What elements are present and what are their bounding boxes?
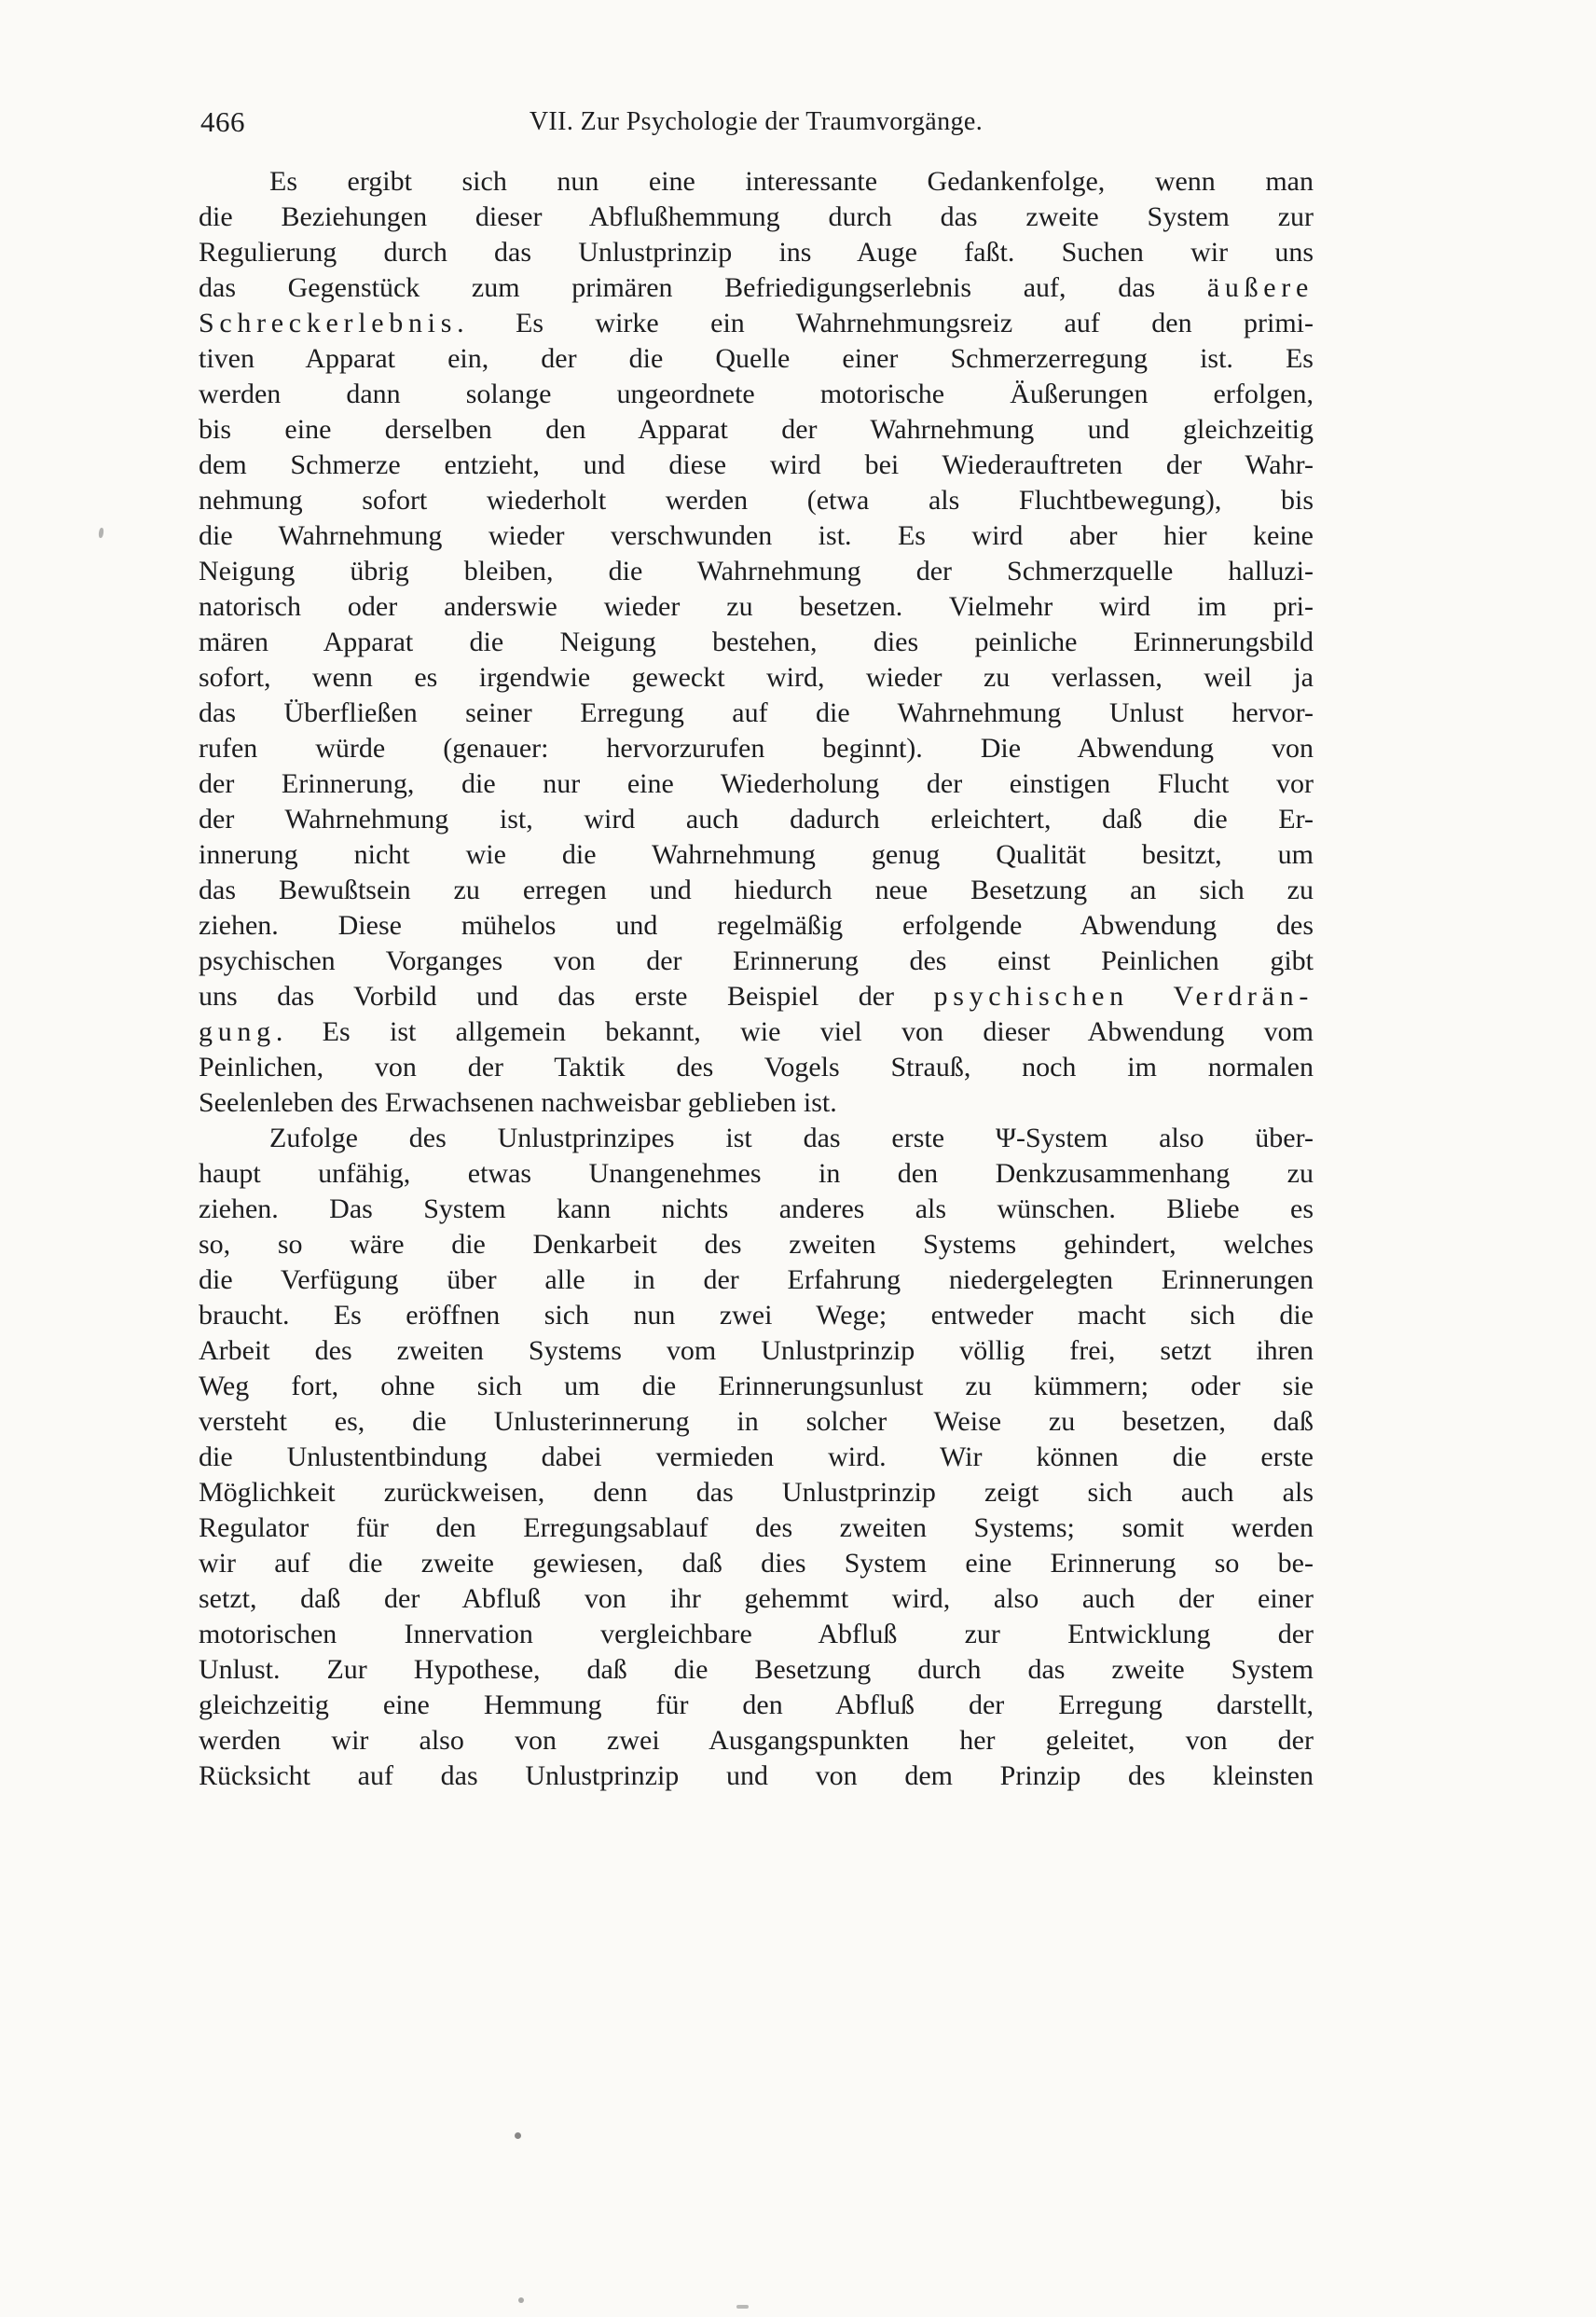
text-line: Es ergibt sich nun eine interessante Gedankenfolge, wenn man bbox=[269, 166, 1314, 197]
text-line: Seelenleben des Erwachsenen nachweisbar geblieben ist. bbox=[199, 1087, 837, 1118]
text-line: ziehen. Diese mühelos und regelmäßig erfolgende Abwendung des bbox=[199, 910, 1314, 941]
text-line: Unlust. Zur Hypothese, daß die Besetzung durch das zweite System bbox=[199, 1654, 1314, 1685]
text-line: werden dann solange ungeordnete motorische Äußerungen erfolgen, bbox=[199, 379, 1314, 409]
text-line: Regulierung durch das Unlustprinzip ins Auge faßt. Suchen wir uns bbox=[199, 237, 1314, 268]
text-line: natorisch oder anderswie wieder zu besetzen. Vielmehr wird im pri- bbox=[199, 591, 1314, 622]
text-line: gleichzeitig eine Hemmung für den Abfluß der Erregung darstellt, bbox=[199, 1689, 1314, 1720]
text-line: mären Apparat die Neigung bestehen, dies peinliche Erinnerungsbild bbox=[199, 627, 1314, 657]
letterspaced-emphasis: Schreckerlebnis bbox=[199, 308, 458, 338]
text-line: uns das Vorbild und das erste Beispiel der psychischen Verdrän- bbox=[199, 981, 1314, 1012]
text-line: Weg fort, ohne sich um die Erinnerungsunlust zu kümmern; oder sie bbox=[199, 1371, 1314, 1401]
text-line: tiven Apparat ein, der die Quelle einer Schmerzerregung ist. Es bbox=[199, 343, 1314, 374]
letterspaced-emphasis: gung bbox=[199, 1016, 276, 1047]
text-line: setzt, daß der Abfluß von ihr gehemmt wird, also auch der einer bbox=[199, 1583, 1314, 1614]
page-number: 466 bbox=[200, 105, 245, 138]
text-line: Rücksicht auf das Unlustprinzip und von dem Prinzip des kleinsten bbox=[199, 1760, 1314, 1791]
scan-artifact bbox=[515, 2132, 521, 2139]
letterspaced-emphasis: äußere bbox=[1206, 272, 1314, 303]
text-line: die Wahrnehmung wieder verschwunden ist. Es wird aber hier keine bbox=[199, 520, 1314, 551]
text-line: Neigung übrig bleiben, die Wahrnehmung der Schmerzquelle halluzi- bbox=[199, 556, 1314, 586]
page-header bbox=[199, 103, 1314, 140]
text-line: das Bewußtsein zu erregen und hiedurch neue Besetzung an sich zu bbox=[199, 875, 1314, 905]
text-line: der Wahrnehmung ist, wird auch dadurch erleichtert, daß die Er- bbox=[199, 804, 1314, 834]
text-line: Schreckerlebnis. Es wirke ein Wahrnehmungsreiz auf den primi- bbox=[199, 308, 1314, 338]
paragraph bbox=[199, 1121, 1314, 1794]
text-line: Zufolge des Unlustprinzipes ist das erste Ψ-System also über- bbox=[269, 1123, 1314, 1153]
scan-artifact bbox=[736, 2305, 749, 2309]
text-line: motorischen Innervation vergleichbare Abfluß zur Entwicklung der bbox=[199, 1619, 1314, 1649]
paragraph bbox=[199, 164, 1314, 1121]
text-line: wir auf die zweite gewiesen, daß dies System eine Erinnerung so be- bbox=[199, 1548, 1314, 1579]
text-line: bis eine derselben den Apparat der Wahrnehmung und gleichzeitig bbox=[199, 414, 1314, 445]
text-line: haupt unfähig, etwas Unangenehmes in den Denkzusammenhang zu bbox=[199, 1158, 1314, 1189]
text-line: versteht es, die Unlusterinnerung in solcher Weise zu besetzen, daß bbox=[199, 1406, 1314, 1437]
letterspaced-emphasis: psychischen Verdrän- bbox=[933, 981, 1314, 1012]
text-line: so, so wäre die Denkarbeit des zweiten Systems gehindert, welches bbox=[199, 1229, 1314, 1260]
text-line: psychischen Vorganges von der Erinnerung des einst Peinlichen gibt bbox=[199, 945, 1314, 976]
text-line: werden wir also von zwei Ausgangspunkten her geleitet, von der bbox=[199, 1725, 1314, 1756]
text-line: rufen würde (genauer: hervorzurufen beginnt). Die Abwendung von bbox=[199, 733, 1314, 764]
text-line: Peinlichen, von der Taktik des Vogels Strauß, noch im normalen bbox=[199, 1052, 1314, 1083]
text-line: sofort, wenn es irgendwie geweckt wird, wieder zu verlassen, weil ja bbox=[199, 662, 1314, 693]
text-line: Regulator für den Erregungsablauf des zweiten Systems; somit werden bbox=[199, 1512, 1314, 1543]
text-line: Möglichkeit zurückweisen, denn das Unlustprinzip zeigt sich auch als bbox=[199, 1477, 1314, 1508]
text-line: das Überfließen seiner Erregung auf die Wahrnehmung Unlust hervor- bbox=[199, 697, 1314, 728]
text-block bbox=[199, 164, 1314, 1794]
text-line: die Unlustentbindung dabei vermieden wird. Wir können die erste bbox=[199, 1441, 1314, 1472]
text-line: der Erinnerung, die nur eine Wiederholung der einstigen Flucht vor bbox=[199, 768, 1314, 799]
text-line: Arbeit des zweiten Systems vom Unlustprinzip völlig frei, setzt ihren bbox=[199, 1335, 1314, 1366]
text-line: nehmung sofort wiederholt werden (etwa als Fluchtbewegung), bis bbox=[199, 485, 1314, 516]
page-content bbox=[199, 103, 1314, 1794]
running-title: VII. Zur Psychologie der Traumvorgänge. bbox=[529, 107, 984, 136]
text-line: gung. Es ist allgemein bekannt, wie viel von dieser Abwendung vom bbox=[199, 1016, 1314, 1047]
text-line: die Verfügung über alle in der Erfahrung niedergelegten Erinnerungen bbox=[199, 1264, 1314, 1295]
text-line: braucht. Es eröffnen sich nun zwei Wege; entweder macht sich die bbox=[199, 1300, 1314, 1331]
scan-artifact bbox=[98, 528, 103, 539]
scan-artifact bbox=[518, 2297, 524, 2303]
text-line: die Beziehungen dieser Abflußhemmung durch das zweite System zur bbox=[199, 201, 1314, 232]
text-line: dem Schmerze entzieht, und diese wird bei Wiederauftreten der Wahr- bbox=[199, 449, 1314, 480]
text-line: innerung nicht wie die Wahrnehmung genug Qualität besitzt, um bbox=[199, 839, 1314, 870]
text-line: ziehen. Das System kann nichts anderes als wünschen. Bliebe es bbox=[199, 1193, 1314, 1224]
text-line: das Gegenstück zum primären Befriedigungserlebnis auf, das äußere bbox=[199, 272, 1314, 303]
